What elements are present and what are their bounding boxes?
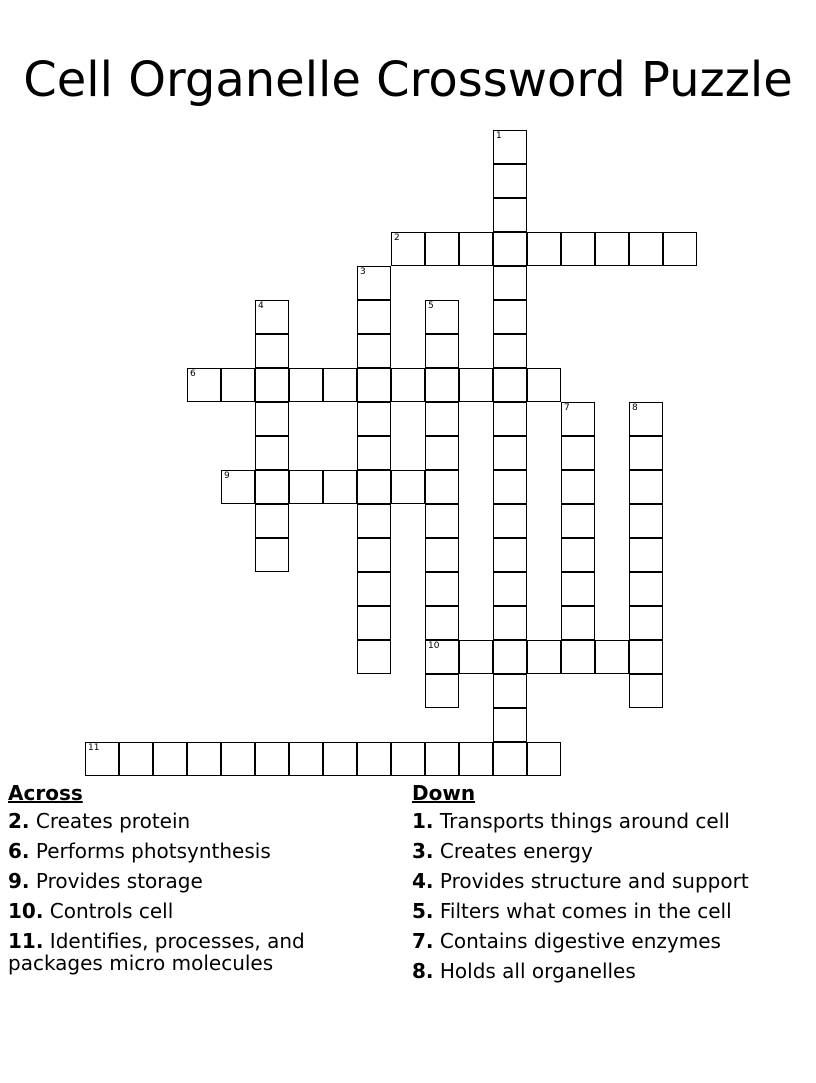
clue-text: Provides storage (35, 869, 203, 893)
grid-cell[interactable] (629, 436, 663, 470)
grid-cell[interactable] (561, 232, 595, 266)
grid-cell[interactable] (493, 572, 527, 606)
grid-cell[interactable] (629, 538, 663, 572)
grid-cell[interactable] (493, 606, 527, 640)
grid-cell[interactable] (629, 232, 663, 266)
puzzle-title: Cell Organelle Crossword Puzzle (23, 52, 793, 108)
clue-number: 10. (8, 899, 44, 923)
grid-cell[interactable] (629, 606, 663, 640)
grid-cell[interactable] (561, 640, 595, 674)
grid-cell[interactable] (663, 232, 697, 266)
grid-cell[interactable] (561, 504, 595, 538)
grid-cell[interactable] (357, 606, 391, 640)
grid-cell[interactable] (493, 708, 527, 742)
clue-number: 11. (8, 929, 44, 953)
cell-number: 5 (428, 301, 434, 311)
cell-number: 4 (258, 301, 264, 311)
across-clues (8, 780, 368, 974)
grid-cell[interactable] (357, 504, 391, 538)
down-clue (412, 896, 812, 926)
grid-cell[interactable] (255, 742, 289, 776)
grid-cell[interactable] (357, 640, 391, 674)
grid-cell[interactable] (357, 742, 391, 776)
grid-cell[interactable] (289, 368, 323, 402)
grid-cell[interactable] (255, 538, 289, 572)
clue-number: 6. (8, 839, 30, 863)
clue-text: Filters what comes in the cell (439, 899, 732, 923)
clue-text: Provides structure and support (439, 869, 749, 893)
grid-cell[interactable] (221, 368, 255, 402)
grid-cell[interactable] (561, 572, 595, 606)
grid-cell[interactable] (425, 470, 459, 504)
grid-cell[interactable] (459, 368, 493, 402)
grid-cell[interactable] (323, 368, 357, 402)
grid-cell[interactable] (561, 606, 595, 640)
grid-cell[interactable] (255, 300, 289, 334)
across-clue (8, 926, 368, 974)
grid-cell[interactable] (255, 402, 289, 436)
grid-cell[interactable] (357, 402, 391, 436)
down-heading: Down (412, 781, 476, 805)
grid-cell[interactable] (561, 436, 595, 470)
across-clue (8, 866, 368, 896)
grid-cell[interactable] (425, 300, 459, 334)
clue-number: 8. (412, 959, 434, 983)
grid-cell[interactable] (425, 674, 459, 708)
grid-cell[interactable] (357, 266, 391, 300)
down-clue (412, 956, 812, 986)
grid-cell[interactable] (527, 232, 561, 266)
down-clue (412, 836, 812, 866)
grid-cell[interactable] (595, 232, 629, 266)
grid-cell[interactable] (493, 640, 527, 674)
cell-number: 11 (88, 743, 100, 753)
cell-number: 1 (496, 131, 502, 141)
grid-cell[interactable] (459, 232, 493, 266)
grid-cell[interactable] (527, 368, 561, 402)
clue-text: Identifies, processes, and packages micro molecules (8, 929, 305, 975)
grid-cell[interactable] (493, 164, 527, 198)
clue-text: Holds all organelles (439, 959, 636, 983)
grid-cell[interactable] (527, 742, 561, 776)
grid-cell[interactable] (527, 640, 561, 674)
grid-cell[interactable] (255, 368, 289, 402)
grid-cell[interactable] (425, 504, 459, 538)
grid-cell[interactable] (187, 368, 221, 402)
grid-cell[interactable] (357, 368, 391, 402)
grid-cell[interactable] (629, 402, 663, 436)
grid-cell[interactable] (221, 470, 255, 504)
cell-number: 10 (428, 641, 440, 651)
clue-text: Performs photsynthesis (35, 839, 271, 863)
grid-cell[interactable] (459, 742, 493, 776)
across-clue (8, 836, 368, 866)
grid-cell[interactable] (255, 334, 289, 368)
grid-cell[interactable] (561, 538, 595, 572)
down-clues (412, 780, 812, 986)
grid-cell[interactable] (391, 742, 425, 776)
clue-number: 1. (412, 809, 434, 833)
grid-cell[interactable] (493, 402, 527, 436)
grid-cell[interactable] (493, 504, 527, 538)
cell-number: 8 (632, 403, 638, 413)
grid-cell[interactable] (425, 402, 459, 436)
cell-number: 3 (360, 267, 366, 277)
clue-text: Controls cell (49, 899, 174, 923)
grid-cell[interactable] (493, 334, 527, 368)
grid-cell[interactable] (391, 470, 425, 504)
cell-number: 6 (190, 369, 196, 379)
grid-cell[interactable] (561, 402, 595, 436)
grid-cell[interactable] (255, 470, 289, 504)
grid-cell[interactable] (493, 538, 527, 572)
grid-cell[interactable] (425, 606, 459, 640)
cell-number: 2 (394, 233, 400, 243)
clue-number: 9. (8, 869, 30, 893)
across-clue (8, 896, 368, 926)
grid-cell[interactable] (323, 742, 357, 776)
grid-cell[interactable] (493, 232, 527, 266)
cell-number: 7 (564, 403, 570, 413)
grid-cell[interactable] (425, 232, 459, 266)
grid-cell[interactable] (425, 742, 459, 776)
grid-cell[interactable] (493, 368, 527, 402)
grid-cell[interactable] (357, 470, 391, 504)
grid-cell[interactable] (629, 572, 663, 606)
cell-number: 9 (224, 471, 230, 481)
clue-number: 7. (412, 929, 434, 953)
grid-cell[interactable] (85, 742, 119, 776)
grid-cell[interactable] (357, 334, 391, 368)
grid-cell[interactable] (425, 572, 459, 606)
down-clue (412, 926, 812, 956)
grid-cell[interactable] (629, 504, 663, 538)
down-clue (412, 806, 812, 836)
grid-cell[interactable] (629, 674, 663, 708)
clue-text: Transports things around cell (439, 809, 730, 833)
grid-cell[interactable] (493, 742, 527, 776)
grid-cell[interactable] (357, 538, 391, 572)
across-heading: Across (8, 781, 83, 805)
grid-cell[interactable] (493, 470, 527, 504)
down-clue (412, 866, 812, 896)
grid-cell[interactable] (493, 436, 527, 470)
grid-cell[interactable] (153, 742, 187, 776)
grid-cell[interactable] (425, 436, 459, 470)
grid-cell[interactable] (391, 232, 425, 266)
grid-cell[interactable] (357, 436, 391, 470)
grid-cell[interactable] (425, 334, 459, 368)
grid-cell[interactable] (493, 266, 527, 300)
grid-cell[interactable] (255, 436, 289, 470)
grid-cell[interactable] (629, 470, 663, 504)
clue-number: 2. (8, 809, 30, 833)
grid-cell[interactable] (425, 538, 459, 572)
clue-number: 4. (412, 869, 434, 893)
clue-text: Creates energy (439, 839, 593, 863)
grid-cell[interactable] (357, 300, 391, 334)
across-clue (8, 806, 368, 836)
grid-cell[interactable] (561, 470, 595, 504)
clue-text: Contains digestive enzymes (439, 929, 721, 953)
grid-cell[interactable] (493, 130, 527, 164)
grid-cell[interactable] (221, 742, 255, 776)
grid-cell[interactable] (391, 368, 425, 402)
grid-cell[interactable] (425, 640, 459, 674)
grid-cell[interactable] (493, 300, 527, 334)
grid-cell[interactable] (459, 640, 493, 674)
grid-cell[interactable] (357, 572, 391, 606)
grid-cell[interactable] (323, 470, 357, 504)
clue-number: 3. (412, 839, 434, 863)
grid-cell[interactable] (493, 674, 527, 708)
clue-number: 5. (412, 899, 434, 923)
grid-cell[interactable] (595, 640, 629, 674)
grid-cell[interactable] (629, 640, 663, 674)
grid-cell[interactable] (187, 742, 221, 776)
grid-cell[interactable] (119, 742, 153, 776)
grid-cell[interactable] (493, 198, 527, 232)
grid-cell[interactable] (289, 470, 323, 504)
grid-cell[interactable] (255, 504, 289, 538)
grid-cell[interactable] (289, 742, 323, 776)
clue-text: Creates protein (35, 809, 191, 833)
grid-cell[interactable] (425, 368, 459, 402)
